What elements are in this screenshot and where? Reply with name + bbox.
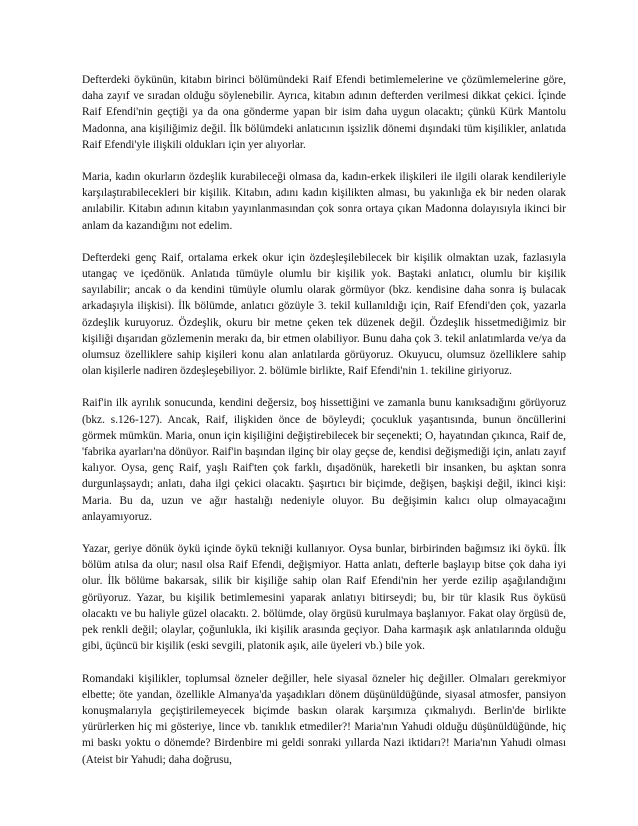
document-page xyxy=(82,72,566,768)
paragraph-2: Maria, kadın okurların özdeşlik kurabileceği olmasa da, kadın-erkek ilişkileri ile ilgili olarak kendileriyle karşılaştırabilecekleri bir kişilik. Kitabın, adını kadın kişilikten alması, bu yakınlığa ek bir neden olarak anılabilir. Kitabın adının kitabın yayınlanmasından çok sonra ortaya çıkan Madonna dolayısıyla ikinci bir anlam da kazandığını not edelim. xyxy=(82,171,566,232)
paragraph-5: Yazar, geriye dönük öykü içinde öykü tekniği kullanıyor. Oysa bunlar, birbirinden bağımsız iki öykü. İlk bölüm atılsa da olur; nasıl olsa Raif Efendi, değişmiyor. Hatta anlatı, defterle başlayıp bitse çok daha iyi olur. İlk bölüme bakarsak, silik bir kişiliğe sahip olan Raif Efendi'nin her yerde ezilip aşağılandığını görüyoruz. Yazar, bu kişilik betimlemesini yaparak anlatıyı bitirseydi; bu, bir tür klasik Rus öyküsü olacaktı ve bu haliyle güzel olacaktı. 2. bölümde, olay örgüsü kurulmaya başlanıyor. Fakat olay örgüsü de, pek renkli değil; olaylar, çoğunlukla, iki kişilik arasında geçiyor. Daha karmaşık aşk anlatılarında olduğu gibi, üçüncü bir kişilik (eski sevgili, platonik aşık, aile üyeleri vb.) bile yok. xyxy=(82,543,566,653)
paragraph-6: Romandaki kişilikler, toplumsal özneler değiller, hele siyasal özneler hiç değiller. Olmaları gerekmiyor elbette; öte yandan, özellikle Almanya'da yaşadıkları dönem düşünüldüğünde, siyasal atmosfer, pansiyon konuşmalarıyla geçiştirilemeyecek biçimde baskın olarak karşımıza çıkmalıydı. Berlin'de birlikte yürürlerken hiç mi gösteriye, lince vb. tanıklık etmediler?! Maria'nın Yahudi olduğu düşünüldüğünde, hiç mi baskı yoktu o dönemde? Birdenbire mi geldi sonraki yıllarda Nazi iktidarı?! Maria'nın Yahudi olması (Ateist bir Yahudi; daha doğrusu, xyxy=(82,672,566,766)
paragraph-3: Defterdeki genç Raif, ortalama erkek okur için özdeşleşilebilecek bir kişilik olmaktan uzak, fazlasıyla utangaç ve içedönük. Anlatıda tümüyle olumlu bir kişilik yok. Baştaki anlatıcı, olumlu bir kişilik sayılabilir; ancak o da kendini tümüyle olumlu olarak görmüyor (bkz. kendisine daha sonra iş bulacak arkadaşıyla ilişkisi). İlk bölümde, anlatıcı gözüyle 3. tekil kullanıldığı için, Raif Efendi'den çok, yazarla özdeşlik kuruyoruz. Özdeşlik, okuru bir metne çeken tek düzenek değil. Özdeşlik hissetmediğimiz bir kişiliği dışarıdan gözlemenin merakı da, bir etmen olabiliyor. Bunu daha çok 3. tekil anlatımlarda ve/ya da olumsuz özelliklere sahip kişileri konu alan anlatılarda görüyoruz. Okuyucu, olumsuz özelliklere sahip olan kişilerle nadiren özdeşleşebiliyor. 2. bölümle birlikte, Raif Efendi'nin 1. tekiline giriyoruz. xyxy=(82,251,566,378)
paragraph-1: Defterdeki öykünün, kitabın birinci bölümündeki Raif Efendi betimlemelerine ve çözümlemelerine göre, daha zayıf ve sıradan olduğu söylenebilir. Ayrıca, kitabın adının defterden verilmesi dikkat çekici. İçinde Raif Efendi'nin geçtiği ya da ona gönderme yapan bir isim daha uygun olacaktı; çünkü Kürk Mantolu Madonna, ana kişiliğimiz değil. İlk bölümdeki anlatıcının işsizlik dönemi dışındaki tüm kişilikler, anlatıda Raif Efendi'yle ilişkili oldukları için yer alıyorlar. xyxy=(82,74,566,151)
paragraph-4: Raif'in ilk ayrılık sonucunda, kendini değersiz, boş hissettiğini ve zamanla bunu kanıksadığını görüyoruz (bkz. s.126-127). Ancak, Raif, ilişkiden önce de böyleydi; çocukluk yaşantısında, bunun öncüllerini görmek mümkün. Maria, onun için kişiliğini değiştirebilecek bir seçenekti; O, hayatından çıkınca, Raif de, 'fabrika ayarları'na dönüyor. Raif'in başından ilginç bir olay geçse de, kendisi değişmediği için, anlatı zayıf kalıyor. Oysa, genç Raif, yaşlı Raif'ten çok farklı, dışadönük, hareketli bir insanken, bu aşktan sonra durgunlaşsaydı; anlatı, daha ilgi çekici olacaktı. Şaşırtıcı bir biçimde, değişen, başkişi değil, ikinci kişi: Maria. Bu da, uzun ve ağır hastalığı nedeniyle oluyor. Bu değişimin kalıcı olup olmayacağını anlayamıyoruz. xyxy=(82,397,566,523)
